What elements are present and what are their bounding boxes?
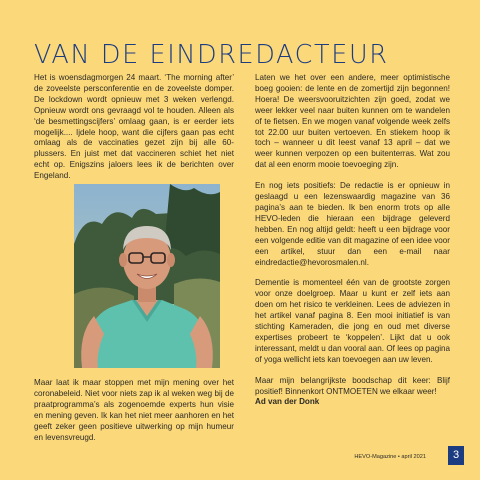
left-column-bottom	[34, 378, 234, 443]
magazine-paragraph: En nog iets positiefs: De redactie is er opnieuw in geslaagd u een lezenswaardig magazine van 36 pagina’s aan te bieden. Ik ben enorm trots op alle HEVO-leden die hieraan een bijdrage geleverd hebben. En nog altijd geldt: heeft u een bijdrage voor een volgende editie van dit magazine of een idee voor een artikel, stuur dan een e-mail naar eindredactie@hevorosmalen.nl.	[255, 181, 450, 267]
opinion-paragraph: Maar laat ik maar stoppen met mijn mening over het coronabeleid. Niet voor niets zap ik al weken weg bij de praatprogramma’s als zogenoemde experts hun visie en mening geven. Ik kan het niet meer aanhoren en het geeft zeker geen positieve uitwerking op mijn humeur en levensvreugd.	[34, 378, 234, 442]
page-number-badge: 3	[448, 446, 464, 465]
left-column-top	[34, 73, 234, 182]
intro-paragraph: Het is woensdagmorgen 24 maart. ‘The morning after’ de zoveelste persconferentie en de zoveelste domper. De lockdown wordt opnieuw met 3 weken verlengd. Opnieuw wordt ons gevraagd vol te houden. Alleen als ‘de besmettingscijfers’ omlaag gaan, is er eerder iets mogelijk.... Ijdele hoop, want die cijfers gaan pas echt omlaag als de vaccinaties gezet zijn bij alle 60-plussers. En juist met dat vaccineren schiet het niet echt op. Enigszins jaloers lees ik de berichten over Engeland.	[34, 73, 234, 181]
right-column	[255, 73, 450, 408]
dementia-paragraph: Dementie is momenteel één van de grootste zorgen voor onze doelgroep. Maar u kunt er zelf iets aan doen om het risico te verkleinen. Lees de adviezen in het artikel vanaf pagina 8. Een mooi initiatief is van stichting Kameraden, die jong en oud met diverse expertises probeert te ‘koppelen’. Lijkt dat u ook interessant, meldt u dan vooral aan. Of lees op pagina of yoga wellicht iets kan toevoegen aan uw leven.	[255, 278, 450, 364]
author-photo	[74, 184, 220, 368]
author-signature: Ad van der Donk	[255, 397, 320, 407]
closing-paragraph: Maar mijn belangrijkste boodschap dit keer: Blijf positief! Binnenkort ONTMOETEN we elkaar weer!	[255, 375, 450, 396]
page-title: VAN DE EINDREDACTEUR	[34, 40, 389, 70]
spring-paragraph: Laten we het over een andere, meer optimistische boeg gooien: de lente en de zomertijd zijn begonnen! Hoera! De weersvooruitzichten zijn goed, zodat we weer lekker veel naar buiten kunnen om te wandelen of te fietsen. En we mogen vanaf volgende week zelfs tot 22.00 uur buiten vertoeven. En stiekem hoop ik toch – wanneer u dit leest vanaf 13 april – dat we weer kunnen verpozen op een buitenterras. Wat zou dat al een enorm mooie toevoeging zijn.	[255, 73, 450, 170]
footer-publication: HEVO-Magazine • april 2021	[354, 454, 426, 460]
